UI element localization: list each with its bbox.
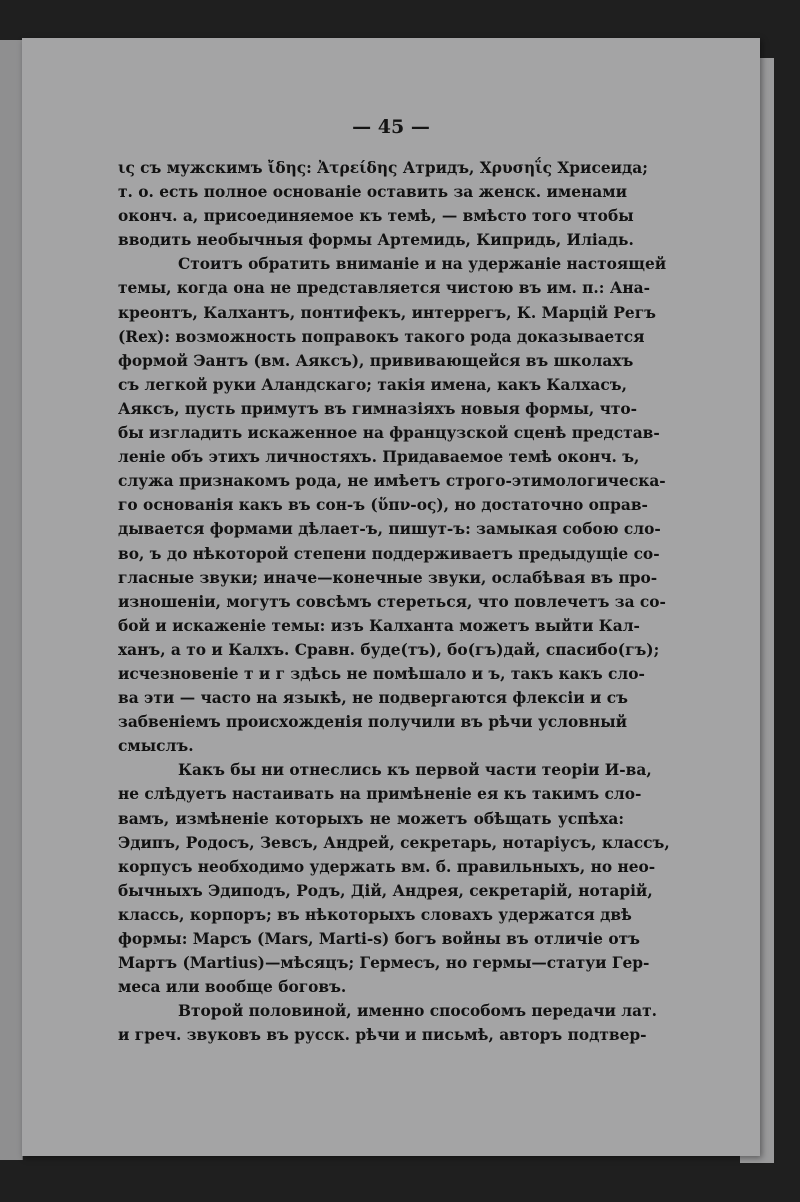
- text-line: дывается формами дѣлает-ъ, пишут-ъ: замыкая собою сло-: [118, 520, 661, 539]
- text-line: го основанія какъ въ сон-ъ (ὕπν-ος), но достаточно оправ-: [118, 496, 648, 515]
- text-line: формой Эантъ (вм. Аяксъ), прививающейся въ школахъ: [118, 351, 634, 370]
- text-line: ις съ мужскимъ ἴδης: Ἀτρείδης Атридъ, Χρυσηΐς Хрисеида;: [118, 159, 648, 177]
- body-text: [118, 156, 670, 1047]
- text-line: Аяксъ, пусть примутъ въ гимназіяхъ новыя формы, что-: [118, 399, 638, 418]
- text-line: Какъ бы ни отнеслись къ первой части теоріи И-ва,: [178, 761, 652, 780]
- text-line: исчезновеніе т и г здѣсь не помѣшало и ъ, такъ какъ сло-: [118, 664, 645, 683]
- text-line: креонтъ, Калхантъ, понтифекъ, интеррегъ, К. Марцій Регъ: [118, 303, 656, 322]
- text-line: Эдипъ, Родосъ, Зевсъ, Андрей, секретарь, нотаріусъ, классъ,: [118, 833, 670, 852]
- text-line: во, ъ до нѣкоторой степени поддерживаетъ предыдущіе со-: [118, 544, 660, 563]
- text-line: гласные звуки; иначе—конечные звуки, ослабѣвая въ про-: [118, 568, 658, 587]
- text-line: бы изгладить искаженное на французской сценѣ представ-: [118, 424, 660, 443]
- text-line: служа признакомъ рода, не имѣетъ строго-этимологическа-: [118, 472, 666, 491]
- text-line: забвеніемъ происхожденія получили въ рѣчи условный: [118, 713, 628, 732]
- text-line: леніе объ этихъ личностяхъ. Придаваемое темѣ оконч. ъ,: [118, 448, 640, 467]
- text-line: бычныхъ Эдиподъ, Родъ, Дій, Андрея, секретарій, нотарій,: [118, 881, 653, 900]
- page-number: — 45 —: [352, 116, 430, 138]
- text-line: темы, когда она не представляется чистою въ им. п.: Ана-: [118, 279, 650, 298]
- text-line: вводить необычныя формы Артемидь, Кипридь, Иліадь.: [118, 231, 634, 250]
- text-line: оконч. а, присоединяемое къ темѣ, — вмѣсто того чтобы: [118, 207, 634, 226]
- text-line: Мартъ (Martius)—мѣсяцъ; Гермесъ, но гермы—статуи Гер-: [118, 954, 650, 973]
- text-line: смыслъ.: [118, 737, 194, 756]
- text-line: Стоитъ обратить вниманіе и на удержаніе настоящей: [178, 255, 667, 274]
- text-line: классь, корпоръ; въ нѣкоторыхъ словахъ удержатся двѣ: [118, 905, 632, 924]
- text-line: и греч. звуковъ въ русск. рѣчи и письмѣ, авторъ подтвер-: [118, 1026, 647, 1045]
- text-line: ханъ, а то и Калхъ. Сравн. буде(тъ), бо(гъ)дай, спасибо(гъ);: [118, 640, 660, 659]
- text-line: (Rex): возможность поправокъ такого рода доказывается: [118, 327, 645, 346]
- text-line: меса или вообще боговъ.: [118, 978, 347, 997]
- text-line: Второй половиной, именно способомъ передачи лат.: [178, 1002, 657, 1021]
- text-line: не слѣдуетъ настаивать на примѣненіе ея къ такимъ сло-: [118, 785, 642, 804]
- text-line: ва эти — часто на языкѣ, не подвергаются флексіи и съ: [118, 689, 628, 708]
- text-line: изношеніи, могутъ совсѣмъ стереться, что повлечетъ за со-: [118, 592, 666, 611]
- text-line: корпусъ необходимо удержать вм. б. правильныхъ, но нео-: [118, 857, 656, 876]
- text-line: съ легкой руки Аландскаго; такія имена, какъ Калхасъ,: [118, 375, 627, 394]
- text-line: т. о. есть полное основаніе оставить за женск. именами: [118, 183, 628, 202]
- text-line: бой и искаженіе темы: изъ Калханта можетъ выйти Кал-: [118, 616, 640, 635]
- text-line: формы: Марсъ (Mars, Marti-s) богъ войны въ отличіе отъ: [118, 930, 640, 948]
- text-line: вамъ, измѣненіе которыхъ не можетъ обѣщать успѣха:: [118, 809, 624, 828]
- book-page: [22, 38, 760, 1156]
- previous-page-edge: [0, 40, 23, 1160]
